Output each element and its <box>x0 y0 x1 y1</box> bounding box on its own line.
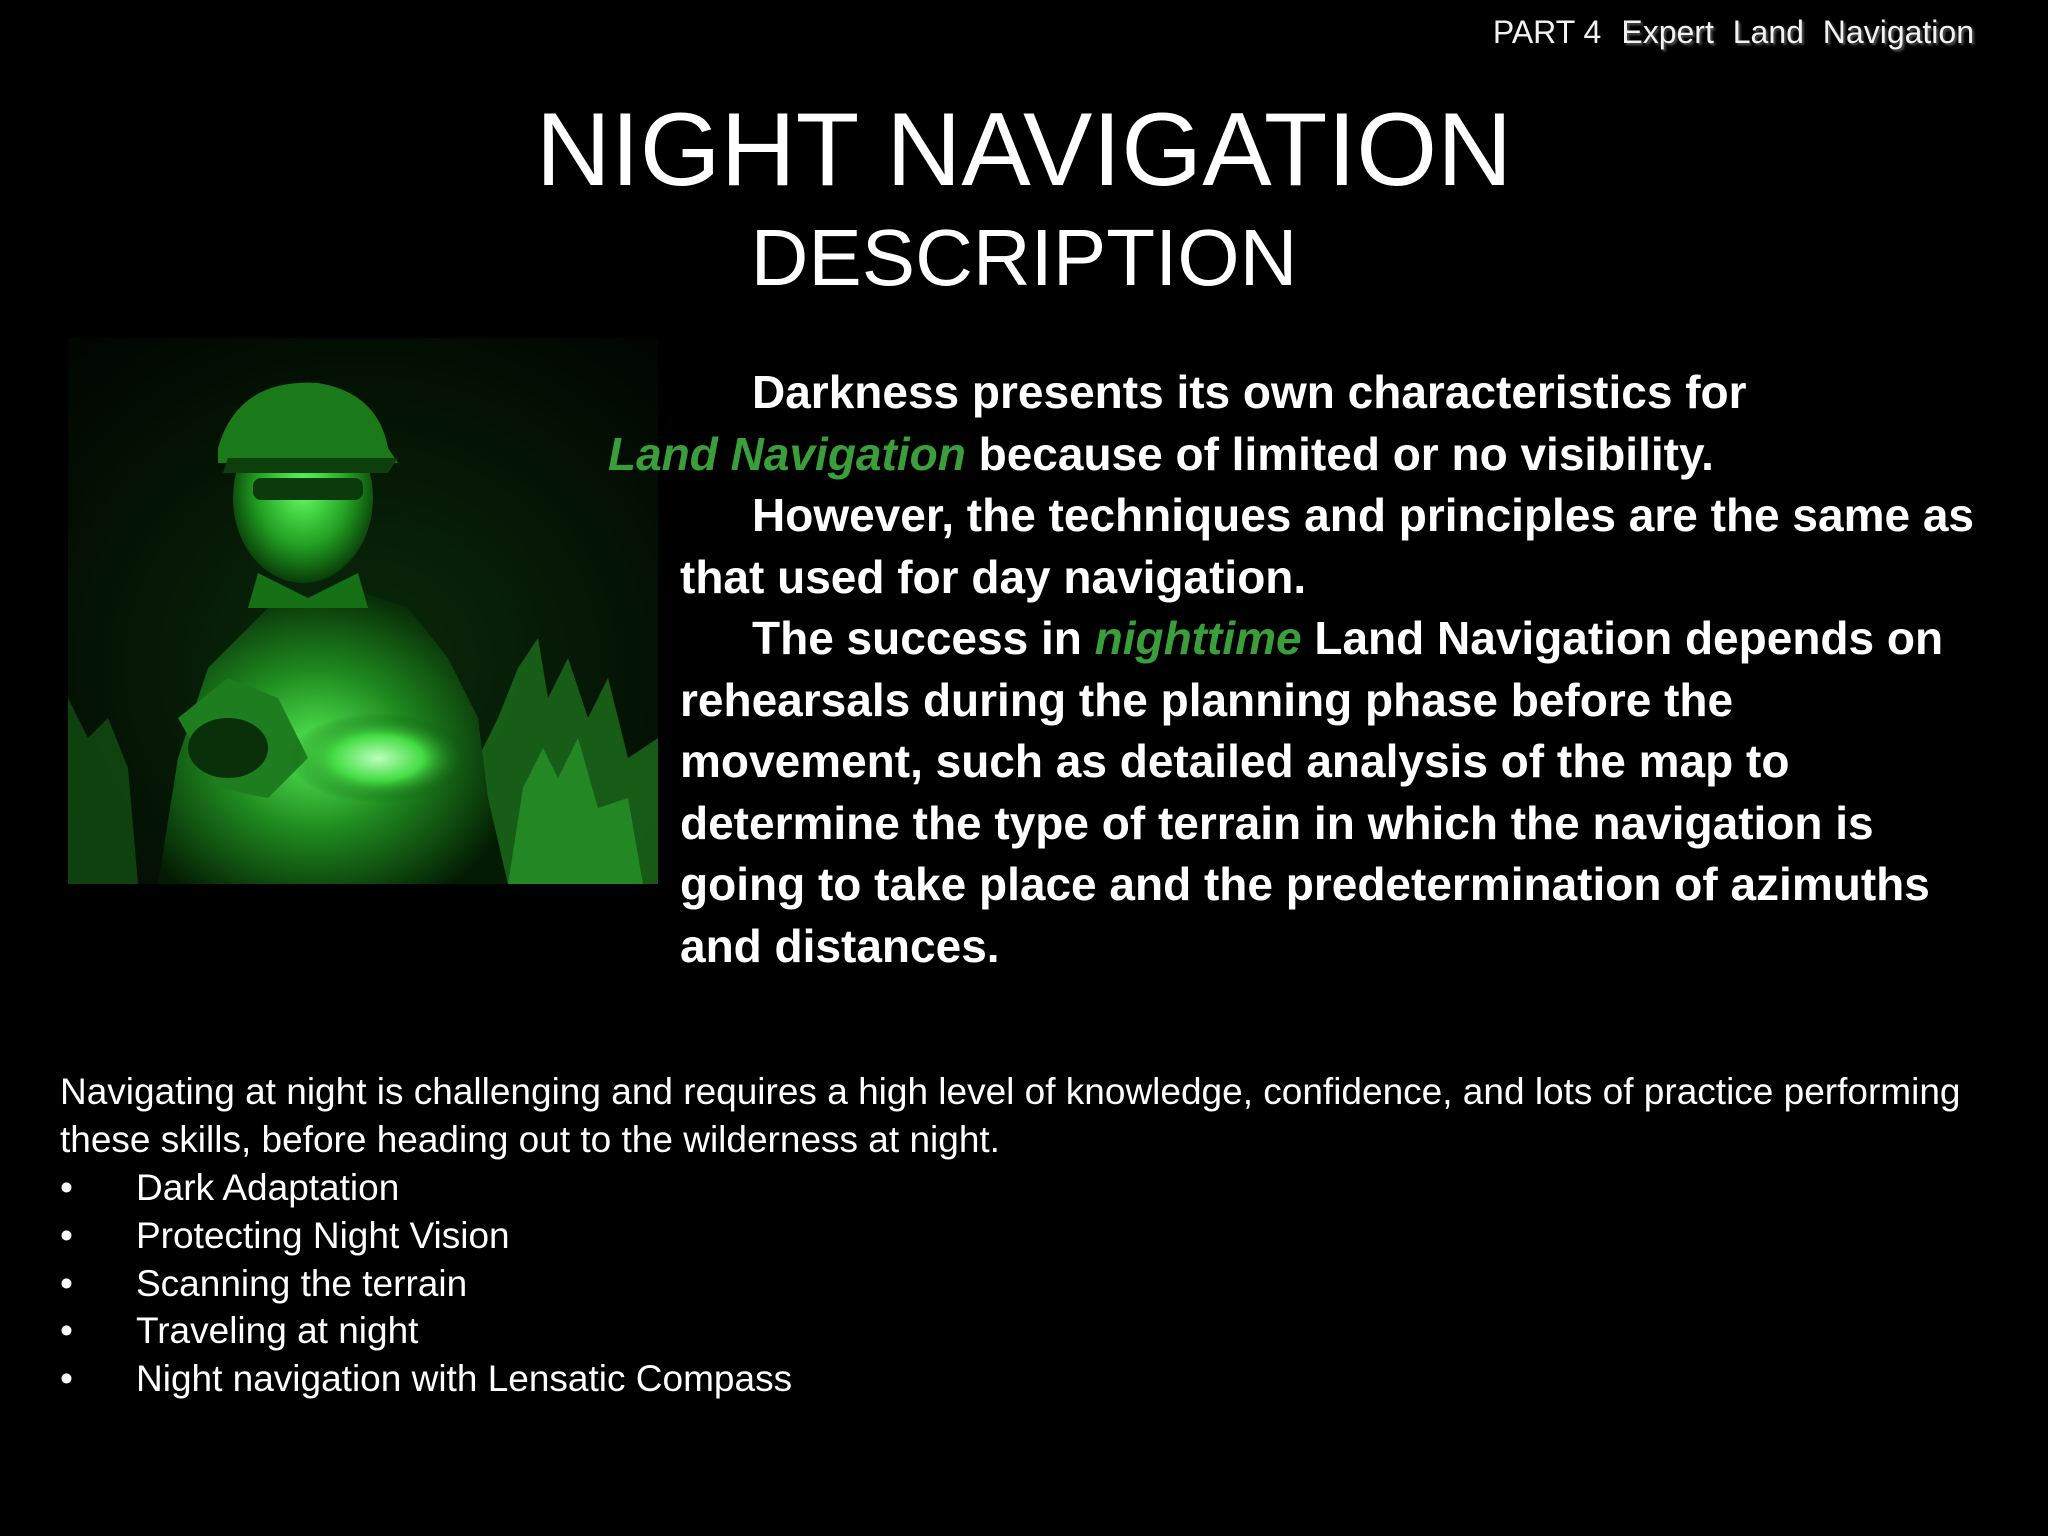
bullet-icon: • <box>60 1310 73 1352</box>
description-paragraph-1 <box>608 362 1980 485</box>
description-p3-lead: The success in <box>752 612 1095 664</box>
description-p1-text: Darkness presents its own characteristics for <box>752 366 1747 418</box>
list-item-label: Traveling at night <box>136 1310 419 1352</box>
header-part-label <box>1493 12 1974 52</box>
description-paragraph-2: However, the techniques and principles are the same as that used for day navigation. <box>680 489 1975 603</box>
night-vision-photo <box>68 338 658 884</box>
intro-paragraph: Navigating at night is challenging and requires a high level of knowledge, confidence, and lots of practice performing these skills, before heading out to the wilderness at night. <box>60 1071 1961 1160</box>
part-number: PART 4 <box>1492 14 1602 50</box>
page-subtitle: DESCRIPTION <box>750 213 1298 302</box>
description-paragraph-3 <box>680 608 1980 977</box>
list-item <box>60 1260 792 1308</box>
course-title: Expert Land Navigation <box>1621 14 1974 50</box>
page-title: NIGHT NAVIGATION <box>535 92 1513 208</box>
bullet-icon: • <box>60 1167 73 1208</box>
description-text <box>608 362 1980 977</box>
list-item-label: Dark Adaptation <box>136 1167 400 1208</box>
bullet-icon: • <box>60 1358 73 1400</box>
list-item-label: Night navigation with Lensatic Compass <box>136 1358 793 1400</box>
list-item <box>60 1212 792 1260</box>
skills-list <box>60 1164 792 1403</box>
bullet-icon: • <box>60 1214 73 1256</box>
highlight-land-navigation: Land Navigation <box>608 427 966 480</box>
list-item-label: Protecting Night Vision <box>136 1214 510 1256</box>
description-p3-text: Land Navigation depends on rehearsals during the planning phase before the movement, such as detailed analysis of the map to determine the type of terrain in which the navigation is going to take place and the predetermination of azimuths and distances. <box>680 612 1944 972</box>
list-item <box>60 1355 792 1403</box>
list-item <box>60 1307 792 1355</box>
bullet-icon: • <box>60 1262 73 1304</box>
list-item <box>60 1164 792 1212</box>
description-p1-continuation: because of limited or no visibility. <box>965 427 1714 480</box>
highlight-nighttime: nighttime <box>1094 612 1302 664</box>
list-item-label: Scanning the terrain <box>136 1262 468 1304</box>
